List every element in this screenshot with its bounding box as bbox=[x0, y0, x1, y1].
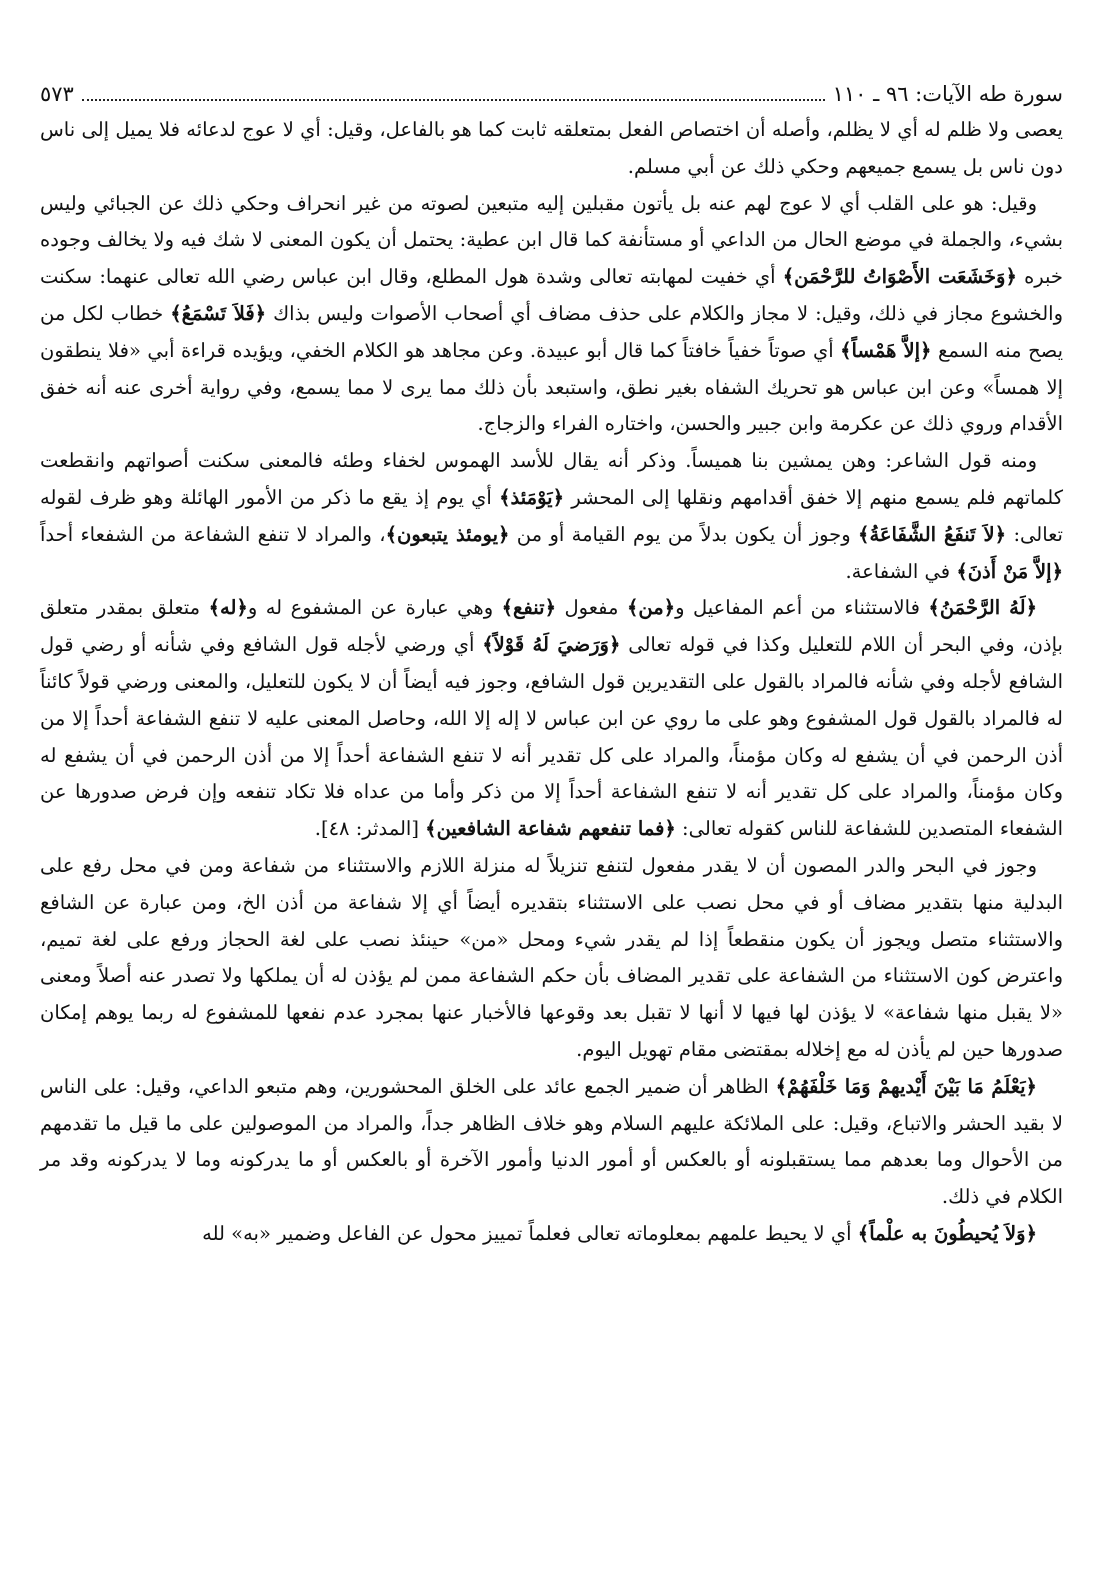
paragraph-text: وهي عبارة عن المشفوع له و bbox=[247, 596, 502, 620]
body-text bbox=[40, 112, 1063, 1253]
quran-quote: ﴿يومئذ يتبعون﴾ bbox=[385, 522, 510, 546]
paragraph-text: وجوز في البحر والدر المصون أن لا يقدر مفعول لتنفع تنزيلاً له منزلة اللازم والاستثناء من شفاعة ومن في محل رفع على البدلية منها بتقدير مضاف أو في محل نصب على الاستثناء بتقديره أيضاً أي إلا شفاعة من أذن الخ، ومن عبارة عن الشافع والاستثناء متصل ويجوز أن يكون منقطعاً إذا لم يقدر شيء ومحل «من» حينئذ نصب على لغة الحجاز ورفع على لغة تميم، واعترض كون الاستثناء من الشفاعة على تقدير المضاف بأن حكم الشفاعة ممن لم يؤذن له أن يملكها ولا تصدر عنه أصلاً ومعنى «لا يقبل منها شفاعة» لا يؤذن لها فيها لا أنها لا تقبل بعد وقوعها فالأخبار عنها بمجرد عدم نفعها للمشفوع له ربما يوهم إمكان صدورها حين لم يأذن له مع إخلاله بمقتضى مقام تهويل اليوم. bbox=[40, 853, 1063, 1061]
paragraph-text: أي يوم إذ يقع ما ذكر من الأمور الهائلة وهو ظرف لقوله تعالى: bbox=[40, 485, 1063, 546]
quran-quote: ﴿تنفع﴾ bbox=[501, 596, 557, 620]
paragraph-text: [المدثر: ٤٨]. bbox=[314, 817, 426, 841]
paragraph-text: ، والمراد لا تنفع الشفاعة من الشفعاء أحداً bbox=[40, 522, 386, 546]
page-number: ٥٧٣ bbox=[40, 82, 74, 106]
paragraph bbox=[40, 112, 1063, 186]
paragraph bbox=[40, 1216, 1063, 1253]
paragraph-text: أي ورضي لأجله قول الشافع وفي شأنه أو رضي قول الشافع لأجله وفي شأنه فالمراد بالقول على التقديرين قول الشافع، وجوز فيه أيضاً أن لا يكون للتعليل، والمعنى ورضي قولاً كائناً له فالمراد بالقول قول المشفوع وهو على ما روي عن ابن عباس لا إله إلا الله، وحاصل المعنى عليه لا تنفع الشفاعة أحداً إلا من أذن الرحمن في أن يشفع له وكان مؤمناً، والمراد على كل تقدير أنه لا تنفع الشفاعة أحداً إلا من أذن الرحمن في أن يشفع له وكان مؤمناً، والمراد على كل تقدير أنه لا تنفع الشفاعة أحداً إلا من ذكر وأما من عداه فلا تكاد تنفعه وإن فرض صدورها عن الشفعاء المتصدين للشفاعة للناس كقوله تعالى: bbox=[40, 633, 1063, 841]
quran-quote: ﴿فما تنفعهم شفاعة الشافعين﴾ bbox=[425, 817, 676, 841]
page bbox=[40, 78, 1063, 1253]
paragraph-text: أي صوتاً خفياً خافتاً كما قال أبو عبيدة. وعن مجاهد هو الكلام الخفي، ويؤيده قراءة أبي «فلا ينطقون إلا همساً» وعن ابن عباس هو تحريك الشفاه بغير نطق، واستبعد بأن ذلك مما يرى لا مما يسمع، وفي رواية أخرى عنه أنه خفق الأقدام وروي ذلك عن عكرمة وابن جبير والحسن، واختاره الفراء والزجاج. bbox=[40, 338, 1063, 436]
paragraph-text: متعلق بمقدر متعلق بإذن، وفي البحر أن اللام للتعليل وكذا في قوله تعالى bbox=[40, 596, 1063, 657]
paragraph-text: فالاستثناء من أعم المفاعيل و bbox=[675, 596, 929, 620]
quran-quote: ﴿وَخَشَعَت الأَصْوَاتُ للرَّحْمَن﴾ bbox=[782, 265, 1017, 289]
paragraph-text: أي خفيت لمهابته تعالى وشدة هول المطلع، وقال ابن عباس رضي الله تعالى عنهما: سكنت والخشوع مجاز في ذلك، وقيل: لا مجاز والكلام على حذف مضاف أي أصحاب الأصوات وليس بذاك bbox=[40, 265, 1064, 325]
paragraph-text: أي لا يحيط علمهم بمعلوماته تعالى فعلماً تمييز محول عن الفاعل وضمير «به» لله bbox=[202, 1221, 858, 1245]
paragraph bbox=[40, 186, 1063, 444]
quran-quote: ﴿وَلاَ يُحيطُونَ به علْماً﴾ bbox=[857, 1221, 1037, 1245]
paragraph-text: يعصى ولا ظلم له أي لا يظلم، وأصله أن اختصاص الفعل بمتعلقه ثابت كما هو بالفاعل، وقيل: أي لا عوج لدعائه فلا يميل إلى ناس دون ناس بل يسمع جميعهم وحكي ذلك عن أبي مسلم. bbox=[40, 118, 1063, 178]
quran-quote: ﴿له﴾ bbox=[208, 596, 248, 620]
quran-quote: ﴿إلاَّ هَمْساً﴾ bbox=[840, 338, 932, 362]
paragraph-text: خطاب لكل من يصح منه السمع bbox=[40, 301, 1064, 362]
paragraph bbox=[40, 443, 1063, 590]
quran-quote: ﴿إلاَّ مَنْ أَذنَ﴾ bbox=[956, 559, 1063, 583]
quran-quote: ﴿يَعْلَمُ مَا بَيْنَ أَيْديهمْ وَمَا خَلْفَهُمْ﴾ bbox=[775, 1074, 1037, 1098]
paragraph-text: مفعول bbox=[556, 596, 627, 620]
paragraph bbox=[40, 590, 1063, 848]
leader-dots bbox=[82, 98, 825, 101]
surah-title: سورة طه الآيات: ٩٦ ـ ١١٠ bbox=[832, 82, 1063, 106]
paragraph-text: وجوز أن يكون بدلاً من يوم القيامة أو من bbox=[509, 522, 859, 546]
paragraph-text: ومنه قول الشاعر: وهن يمشين بنا هميساً. وذكر أنه يقال للأسد الهموس لخفاء وطئه فالمعنى سكنت أصواتهم وانقطعت كلماتهم فلم يسمع منهم إلا خفق أقدامهم ونقلها إلى المحشر bbox=[40, 449, 1064, 509]
running-header bbox=[40, 78, 1063, 110]
paragraph bbox=[40, 1069, 1063, 1216]
quran-quote: ﴿لَهُ الرَّحْمَنُ﴾ bbox=[928, 596, 1038, 620]
paragraph-text: الظاهر أن ضمير الجمع عائد على الخلق المحشورين، وهم متبعو الداعي، وقيل: على الناس لا بقيد الحشر والاتباع، وقيل: على الملائكة عليهم السلام وهو خلاف الظاهر جداً، والمراد من الموصولين على ما قيل ما تقدمهم من الأحوال وما بعدهم مما يستقبلونه أو بالعكس أو أمور الدنيا وأمور الآخرة أو بالعكس أو ما يدركونه وما لا يدركونه وقد مر الكلام في ذلك. bbox=[40, 1074, 1063, 1209]
quran-quote: ﴿لاَ تَنفَعُ الشَّفَاعَةُ﴾ bbox=[858, 522, 1007, 546]
quran-quote: ﴿من﴾ bbox=[626, 596, 676, 620]
quran-quote: ﴿يَوْمَئذ﴾ bbox=[499, 485, 565, 509]
paragraph-text: وقيل: هو على القلب أي لا عوج لهم عنه بل يأتون مقبلين إليه متبعين لصوته من غير انحراف وحكي ذلك عن الجبائي وليس بشيء، والجملة في موضع الحال من الداعي أو مستأنفة كما قال ابن عطية: يحتمل أن يكون المعنى لا شك فيه ولا يخالف وجوده خبره bbox=[40, 191, 1063, 289]
quran-quote: ﴿وَرَضيَ لَهُ قَوْلاً﴾ bbox=[482, 633, 621, 657]
paragraph bbox=[40, 848, 1063, 1069]
paragraph-text: في الشفاعة. bbox=[845, 559, 957, 583]
quran-quote: ﴿فَلاَ تَسْمَعُ﴾ bbox=[170, 301, 267, 325]
